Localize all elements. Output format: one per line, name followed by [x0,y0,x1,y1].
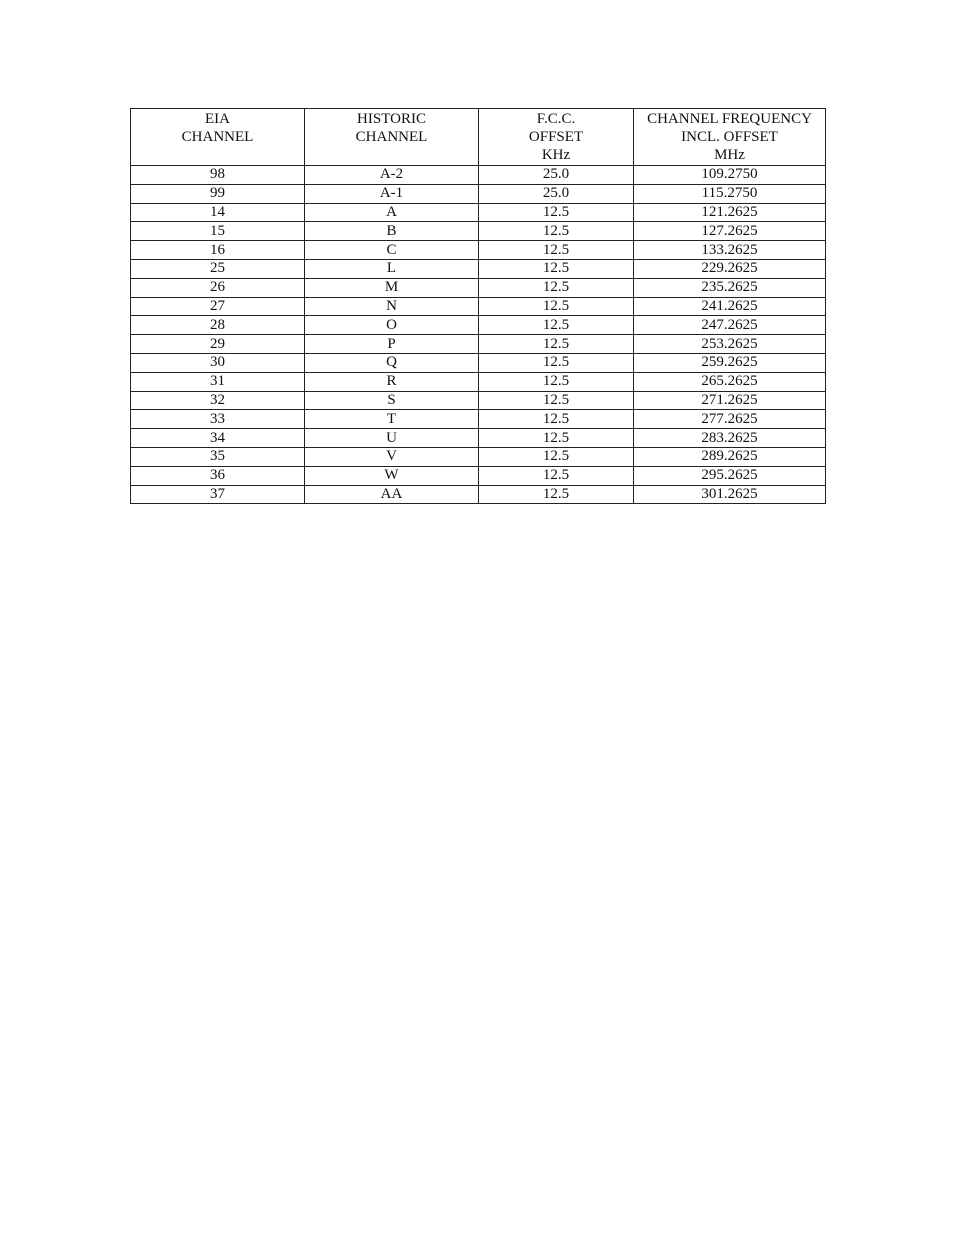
cell-fcc-offset: 12.5 [479,353,634,372]
cell-historic-channel: P [305,335,479,354]
cell-fcc-offset: 12.5 [479,410,634,429]
cell-channel-frequency: 253.2625 [634,335,826,354]
header-row [131,109,826,166]
cell-eia-channel: 31 [131,372,305,391]
cell-fcc-offset: 12.5 [479,241,634,260]
cell-fcc-offset: 25.0 [479,184,634,203]
cell-eia-channel: 30 [131,353,305,372]
header-line: KHz [541,147,571,163]
cell-eia-channel: 27 [131,297,305,316]
header-fcc-offset [479,109,634,166]
header-line: CHANNEL FREQUENCY [647,111,812,127]
cell-fcc-offset: 25.0 [479,166,634,185]
table-row [131,222,826,241]
table-row [131,278,826,297]
cell-eia-channel: 28 [131,316,305,335]
cell-channel-frequency: 295.2625 [634,466,826,485]
cell-channel-frequency: 265.2625 [634,372,826,391]
cell-channel-frequency: 259.2625 [634,353,826,372]
cell-historic-channel: AA [305,485,479,504]
cell-channel-frequency: 247.2625 [634,316,826,335]
cell-historic-channel: W [305,466,479,485]
table-row [131,372,826,391]
cell-historic-channel: A-2 [305,166,479,185]
cell-fcc-offset: 12.5 [479,372,634,391]
cell-eia-channel: 15 [131,222,305,241]
cell-channel-frequency: 277.2625 [634,410,826,429]
table-row [131,466,826,485]
cell-eia-channel: 26 [131,278,305,297]
cell-fcc-offset: 12.5 [479,429,634,448]
cell-channel-frequency: 121.2625 [634,203,826,222]
header-line: CHANNEL [181,129,254,145]
table-row [131,259,826,278]
cell-historic-channel: N [305,297,479,316]
cell-fcc-offset: 12.5 [479,203,634,222]
cell-eia-channel: 99 [131,184,305,203]
cell-fcc-offset: 12.5 [479,485,634,504]
cell-fcc-offset: 12.5 [479,466,634,485]
cell-historic-channel: B [305,222,479,241]
cell-eia-channel: 98 [131,166,305,185]
cell-eia-channel: 32 [131,391,305,410]
table-row [131,184,826,203]
header-line: MHz [714,147,745,163]
table-row [131,410,826,429]
header-historic-channel [305,109,479,166]
cell-fcc-offset: 12.5 [479,316,634,335]
table-body [131,166,826,504]
header-line: HISTORIC [357,111,426,127]
table-row [131,316,826,335]
cell-historic-channel: L [305,259,479,278]
cell-historic-channel: T [305,410,479,429]
table-header [131,109,826,166]
cell-eia-channel: 36 [131,466,305,485]
table-row [131,391,826,410]
table-row [131,353,826,372]
table-row [131,485,826,504]
cell-channel-frequency: 241.2625 [634,297,826,316]
cell-fcc-offset: 12.5 [479,297,634,316]
cell-historic-channel: S [305,391,479,410]
header-channel-frequency [634,109,826,166]
table-row [131,241,826,260]
cell-historic-channel: O [305,316,479,335]
cell-channel-frequency: 109.2750 [634,166,826,185]
header-line: INCL. OFFSET [681,129,778,145]
cell-eia-channel: 29 [131,335,305,354]
header-line: F.C.C. [536,111,576,127]
cell-eia-channel: 37 [131,485,305,504]
cell-fcc-offset: 12.5 [479,391,634,410]
table-row [131,166,826,185]
cell-fcc-offset: 12.5 [479,259,634,278]
cell-eia-channel: 25 [131,259,305,278]
header-eia-channel [131,109,305,166]
cell-fcc-offset: 12.5 [479,447,634,466]
channel-frequency-table [130,108,826,504]
cell-eia-channel: 16 [131,241,305,260]
cell-fcc-offset: 12.5 [479,335,634,354]
cell-historic-channel: A-1 [305,184,479,203]
cell-historic-channel: M [305,278,479,297]
table-row [131,203,826,222]
header-line: OFFSET [528,129,584,145]
cell-channel-frequency: 289.2625 [634,447,826,466]
cell-channel-frequency: 283.2625 [634,429,826,448]
cell-fcc-offset: 12.5 [479,278,634,297]
cell-channel-frequency: 229.2625 [634,259,826,278]
cell-channel-frequency: 301.2625 [634,485,826,504]
cell-historic-channel: R [305,372,479,391]
cell-eia-channel: 35 [131,447,305,466]
cell-historic-channel: U [305,429,479,448]
header-line: EIA [205,111,230,127]
cell-historic-channel: C [305,241,479,260]
cell-eia-channel: 14 [131,203,305,222]
cell-historic-channel: A [305,203,479,222]
table-row [131,297,826,316]
table-row [131,429,826,448]
table-row [131,447,826,466]
table-row [131,335,826,354]
header-line: CHANNEL [355,129,428,145]
cell-channel-frequency: 133.2625 [634,241,826,260]
cell-channel-frequency: 127.2625 [634,222,826,241]
cell-channel-frequency: 235.2625 [634,278,826,297]
cell-historic-channel: Q [305,353,479,372]
cell-eia-channel: 33 [131,410,305,429]
cell-channel-frequency: 271.2625 [634,391,826,410]
cell-channel-frequency: 115.2750 [634,184,826,203]
cell-fcc-offset: 12.5 [479,222,634,241]
cell-eia-channel: 34 [131,429,305,448]
cell-historic-channel: V [305,447,479,466]
